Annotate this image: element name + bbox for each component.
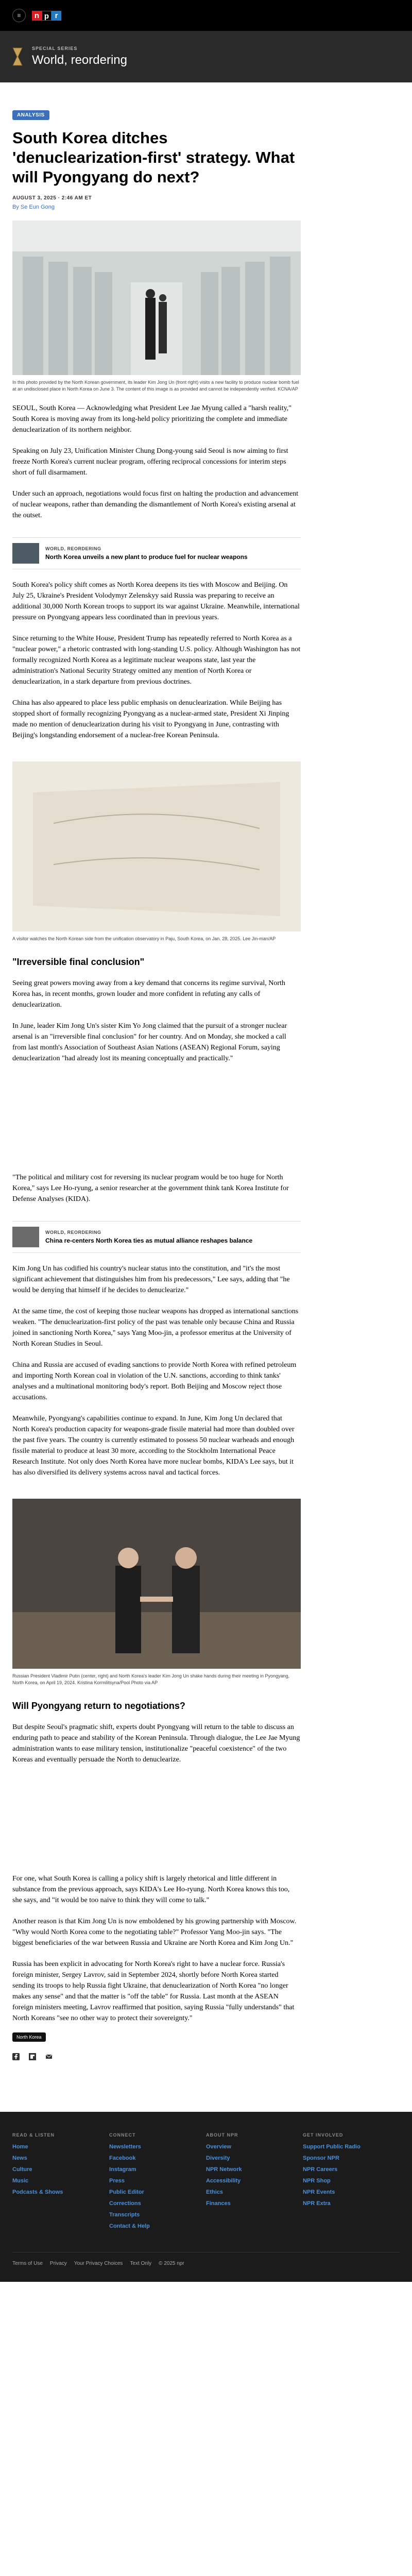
series-title[interactable]: World, reordering [32,53,127,67]
footer-link[interactable]: Home [12,2144,28,2150]
leaders-caption [12,1673,301,1686]
body-section-4 [12,1263,400,1478]
related-title[interactable]: North Korea unveils a new plant to produce fuel for nuclear weapons [45,553,248,561]
terms-link[interactable]: Terms of Use [12,2261,43,2266]
paragraph: China has also appeared to place less public emphasis on denuclearization. While Beijing has stopped short of formally recognizing Pyongyang as a nuclear-armed state, President Xi Jinping made no mention of denuclearization during his visit to Pyongyang in June, contrasting with Beijing's longstanding endorsement of a nuclear-free Korean Peninsula. [12,699,289,739]
footer-link[interactable]: Contact & Help [109,2223,150,2229]
lead-photo-caption [12,379,301,393]
observatory-photo [12,761,301,931]
facebook-icon[interactable] [12,2053,20,2060]
footer-link[interactable]: NPR Shop [303,2178,331,2184]
footer-col-about [206,2132,303,2234]
flipboard-icon[interactable] [29,2053,36,2060]
footer-link[interactable]: NPR Events [303,2189,335,2195]
privacy-choices-link[interactable]: Your Privacy Choices [74,2261,123,2266]
logo-n: n [32,11,42,21]
analysis-tag[interactable]: ANALYSIS [12,110,49,120]
paragraph: Under such an approach, negotiations would focus first on halting the production and advancement of nuclear weapons, rather than demanding the dismantlement of North Korea's existing arsenal at the outset. [12,490,299,519]
footer-link[interactable]: Diversity [206,2155,230,2161]
footer-link[interactable]: Facebook [109,2155,136,2161]
privacy-link[interactable]: Privacy [49,2261,67,2266]
footer-link[interactable]: Podcasts & Shows [12,2189,63,2195]
related-thumbnail [12,543,39,564]
footer-heading: ABOUT NPR [206,2132,238,2138]
footer [0,2112,412,2282]
footer-link[interactable]: Culture [12,2166,32,2173]
footer-heading: CONNECT [109,2132,136,2138]
topic-tag-north-korea[interactable]: North Korea [12,2032,46,2042]
related-title[interactable]: China re-centers North Korea ties as mutual alliance reshapes balance [45,1237,253,1244]
footer-link[interactable]: Instagram [109,2166,136,2173]
hourglass-icon [12,47,23,66]
caption-text: A visitor watches the North Korean side from the unification observatory in Paju, South Korea, on Jan. 28, 2025. [12,936,242,941]
related-story-1[interactable] [12,537,301,569]
paragraph: In June, leader Kim Jong Un's sister Kim Yo Jong claimed that the pursuit of a stronger nuclear arsenal is an "irreversible final conclusion" for her country. And on Monday, she mocked a call from last month's Association of Southeast Asian Nations (ASEAN) Regional Forum, saying denuclearization "had already lost its meaning conceptually and practically." [12,1022,287,1062]
paragraph: SEOUL, South Korea — Acknowledging what President Lee Jae Myung called a "harsh reality," South Korea is moving away from its long-held policy prioritizing the complete and immediate denuclearization of its northern neighbor. [12,404,292,434]
copyright: © 2025 npr [159,2261,184,2266]
footer-link[interactable]: Ethics [206,2189,224,2195]
paragraph: Seeing great powers moving away from a key demand that concerns its regime survival, North Korea has, in recent months, grown louder and more confident in refuting any calls of denuclearization. [12,979,285,1009]
byline[interactable]: By Se Eun Gong [12,204,55,210]
subhead-negotiations: Will Pyongyang return to negotiations? [12,1701,185,1711]
share-bar [12,2053,400,2060]
logo-r: r [52,11,61,21]
article [0,82,412,2060]
footer-col-read-listen [12,2132,109,2234]
paragraph: Another reason is that Kim Jong Un is now emboldened by his growing partnership with Moscow. "Why would North Korea come to the negotiating table?" Professor Yang Moo-jin says. "The biggest beneficiaries of the war between Russia and Ukraine are North Korea and Kim Jong Un." [12,1918,297,1947]
footer-link[interactable]: Sponsor NPR [303,2155,339,2161]
footer-link[interactable]: Press [109,2178,125,2184]
caption-credit: KCNA/AP [278,386,298,392]
footer-columns [12,2132,400,2234]
body-section-1 [12,403,400,521]
top-nav [0,0,412,31]
paragraph: Meanwhile, Pyongyang's capabilities continue to expand. In June, Kim Jong Un declared that North Korea's production capacity for weapons-grade fissile material had more than doubled over the past five years. The country is currently estimated to possess 50 nuclear warheads and enough fissile material to produce at least 30 more, according to the Stockholm International Peace Research Institute. Not only does North Korea have more nuclear bombs, KIDA's Lee says, but it has also diversified its delivery systems across naval and tactical forces. [12,1415,295,1477]
logo-p: p [42,11,52,21]
series-kicker: SPECIAL SERIES [32,46,78,51]
email-icon[interactable] [45,2053,53,2060]
menu-icon[interactable]: ≡ [12,9,26,22]
footer-col-get-involved [303,2132,400,2234]
paragraph: But despite Seoul's pragmatic shift, experts doubt Pyongyang will return to the table to discuss an enduring path to peace and stability of the Korean Peninsula. Through dialogue, the Lee Jae Myung administration wants to ease military tension, institutionalize "peaceful coexistence" of the two Koreas and eventually persuade the North to denuclearize. [12,1723,300,1764]
body-section-6 [12,1873,400,2024]
footer-heading: READ & LISTEN [12,2132,55,2138]
caption-text: Russian President Vladimir Putin (center, right) and North Korea's leader Kim Jong Un shake hands during their meeting in Pyongyang, North Korea, on April 19, 2024. [12,1673,290,1685]
footer-link[interactable]: Support Public Radio [303,2144,360,2150]
headline: South Korea ditches 'denuclearization-first' strategy. What will Pyongyang do next? [12,129,295,186]
paragraph: South Korea's policy shift comes as North Korea deepens its ties with Moscow and Beijing. On July 25, Ukraine's President Volodymyr Zelenskyy said Russia was preparing to receive an additional 30,000 North Korean troops to support its war against Ukraine. Meanwhile, international pressure on Pyongyang appears less coordinated than in previous years. [12,581,300,621]
leaders-photo [12,1499,301,1669]
paragraph: At the same time, the cost of keeping those nuclear weapons has dropped as international sanctions weaken. "The denuclearization-first policy of the past was tenable only because China and Russia joined in sanctioning North Korea," says Yang Moo-jin, a professor emeritus at the University of North Korean Studies in Seoul. [12,1308,299,1348]
paragraph: Kim Jong Un has codified his country's nuclear status into the constitution, and "it's the most significant achievement that distinguishes him from his predecessors," Lee says, adding that "he would be denying that himself if he decides to denuclearize." [12,1265,290,1294]
footer-link[interactable]: Corrections [109,2200,141,2207]
footer-link[interactable]: NPR Network [206,2166,242,2173]
footer-heading: GET INVOLVED [303,2132,344,2138]
footer-bottom-links [12,2252,400,2266]
dateline: AUGUST 3, 2025 · 2:46 AM ET [12,195,92,201]
footer-link[interactable]: News [12,2155,27,2161]
observatory-caption [12,936,301,942]
footer-col-connect [109,2132,206,2234]
related-story-2[interactable] [12,1221,301,1253]
footer-link[interactable]: Public Editor [109,2189,144,2195]
related-kicker: WORLD, REORDERING [45,1230,101,1235]
body-section-5 [12,1722,400,1765]
footer-link[interactable]: Overview [206,2144,231,2150]
series-banner[interactable] [0,31,412,82]
paragraph: Russia has been explicit in advocating for North Korea's right to have a nuclear force. Russia's foreign minister, Sergey Lavrov, said in September 2024, shortly before North Korea started sending its troops to help Russia fight Ukraine, that denuclearization of North Korea "no longer makes any sense" and that the matter is "off the table" for Russia. Last month at the ASEAN foreign ministers meeting, Lavrov reaffirmed that position, saying Russia "fully understands" that North Koreans "see no other way to protect their sovereignty." [12,1960,295,2022]
related-kicker: WORLD, REORDERING [45,546,101,551]
text-only-link[interactable]: Text Only [130,2261,152,2266]
paragraph: Speaking on July 23, Unification Minister Chung Dong-young said Seoul is now aiming to first freeze North Korea's current nuclear program, offering reciprocal concessions for interim steps short of full disarmament. [12,447,288,477]
npr-logo[interactable] [32,11,61,21]
caption-credit: Lee Jin-man/AP [243,936,276,941]
body-section-2 [12,580,400,741]
paragraph: For one, what South Korea is calling a policy shift is largely rhetorical and little different in substance from the previous approach, says KIDA's Lee Ho-ryung. North Korea knows this too, she says, and "it would be too naive to think they will come to talk." [12,1875,290,1904]
paragraph: Since returning to the White House, President Trump has repeatedly referred to North Korea as a "nuclear power," a rhetoric contrasted with long-standing U.S. policy. Although Washington has not formally recognized North Korea as a legitimate nuclear weapons state, last year the administration's National Security Strategy omitted any mention of North Korea or denuclearization, in a stark departure from previous doctrines. [12,635,301,686]
pull-quote-section [12,1172,400,1205]
footer-link[interactable]: Finances [206,2200,231,2207]
footer-link[interactable]: NPR Careers [303,2166,338,2173]
body-section-3 [12,978,400,1064]
subhead-irreversible: "Irreversible final conclusion" [12,957,145,967]
footer-link[interactable]: NPR Extra [303,2200,331,2207]
footer-link[interactable]: Transcripts [109,2212,140,2218]
embedded-media-space [12,1765,400,1863]
caption-text: In this photo provided by the North Korean government, its leader Kim Jong Un (front right) visits a new facility to produce nuclear bomb fuel at an undisclosed place in North Korea on June 3. The content of this image is as provided and cannot be independently verified. [12,380,299,392]
related-thumbnail [12,1227,39,1247]
caption-credit: Kristina Kormilitsyna/Pool Photo via AP [77,1680,158,1685]
embedded-media-space [12,1064,400,1162]
topic-tags [12,2032,400,2042]
footer-link[interactable]: Accessibility [206,2178,241,2184]
paragraph: "The political and military cost for reversing its nuclear program would be too huge for North Korea," says Lee Ho-ryung, a senior researcher at the government think tank Korea Institute for Defense Analyses (KIDA). [12,1174,289,1203]
lead-photo [12,221,301,375]
footer-link[interactable]: Newsletters [109,2144,141,2150]
footer-link[interactable]: Music [12,2178,29,2184]
paragraph: China and Russia are accused of evading sanctions to provide North Korea with refined petroleum and importing North Korean coal in violation of the U.N. sanctions, according to think tanks' analyses and a multinational monitoring body's report. Both Beijing and Moscow reject those accusations. [12,1361,297,1401]
